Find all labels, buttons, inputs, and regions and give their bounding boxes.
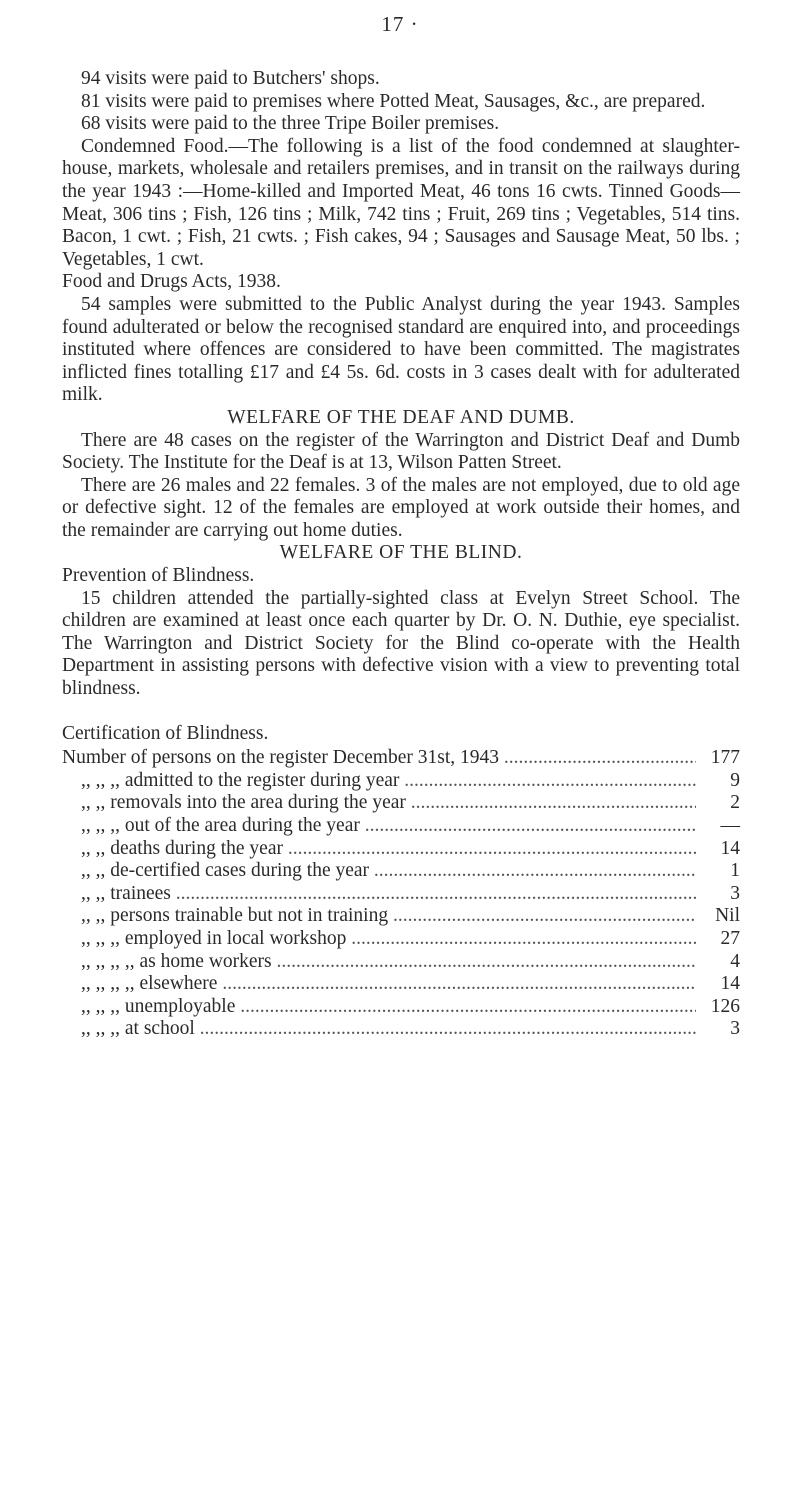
row-value: 3 bbox=[730, 1018, 740, 1040]
table-row bbox=[62, 860, 740, 883]
row-value: — bbox=[720, 815, 740, 836]
row-label: ,, ,, ,, unemployable ..... bbox=[81, 996, 696, 1019]
row-label: ,, ,, deaths during the year ..... bbox=[81, 838, 696, 861]
table-row bbox=[62, 1018, 740, 1041]
row-label: ,, ,, ,, ,, as home workers ..... bbox=[81, 951, 696, 974]
deaf-dumb-heading: WELFARE OF THE DEAF AND DUMB. bbox=[227, 406, 575, 428]
food-drugs-paragraph: 54 samples were submitted to the Public Analyst during the year 1943. Samples found adulterated or below the recognised standard are enquired into, and proceedings instituted where offences are considered to have been committed. The magistrates inflicted fines totalling £17 and £4 5s. 6d. costs in 3 cases dealt with for adulterated milk. bbox=[62, 293, 740, 406]
row-value: 1 bbox=[730, 860, 740, 882]
row-label: ,, ,, ,, out of the area during the year ..... bbox=[81, 815, 696, 838]
table-row bbox=[62, 838, 740, 861]
row-value: 126 bbox=[710, 995, 740, 1017]
table-row bbox=[62, 996, 740, 1019]
row-value: 9 bbox=[730, 769, 740, 791]
table-row bbox=[62, 973, 740, 996]
blind-paragraph: 15 children attended the partially-sighted class at Evelyn Street School. The children are examined at least once each quarter by Dr. O. N. Duthie, eye specialist. The Warrington and District Society for the Blind co-operate with the Health Department in assisting persons with defective vision with a view to preventing total blindness. bbox=[62, 587, 740, 700]
table-row bbox=[62, 747, 740, 770]
row-value: 14 bbox=[720, 837, 740, 859]
table-row bbox=[62, 770, 740, 793]
row-value: 4 bbox=[730, 950, 740, 972]
row-value: 177 bbox=[710, 747, 740, 769]
deaf-paragraph-1: There are 48 cases on the register of the Warrington and District Deaf and Dumb Society. The Institute for the Deaf is at 13, Wilson Patten Street. bbox=[62, 429, 740, 474]
row-value: 27 bbox=[720, 927, 740, 949]
table-row bbox=[62, 883, 740, 906]
page-body bbox=[62, 68, 740, 1041]
page-number: 17 · bbox=[381, 12, 419, 36]
row-label: ,, ,, removals into the area during the year ..... bbox=[81, 792, 696, 815]
table-row bbox=[62, 905, 740, 928]
row-label: ,, ,, persons trainable but not in training ..... bbox=[81, 905, 696, 928]
row-label: ,, ,, ,, admitted to the register during year ..... bbox=[81, 770, 696, 793]
row-value: 3 bbox=[730, 882, 740, 904]
row-label: ,, ,, trainees ..... bbox=[81, 883, 696, 906]
deaf-paragraph-2: There are 26 males and 22 females. 3 of the males are not employed, due to old age or defective sight. 12 of the females are employed at work outside their homes, and the remainder are carrying out home duties. bbox=[62, 474, 740, 541]
potted-meat-visits: 81 visits were paid to premises where Potted Meat, Sausages, &c., are prepared. bbox=[81, 90, 706, 112]
table-row bbox=[62, 951, 740, 974]
table-row bbox=[62, 792, 740, 815]
butchers-visits: 94 visits were paid to Butchers' shops. bbox=[81, 68, 380, 89]
tripe-visits: 68 visits were paid to the three Tripe Boiler premises. bbox=[81, 113, 500, 135]
condemned-food-paragraph: Condemned Food.—The following is a list of the food condemned at slaughter-house, markets, wholesale and retailers premises, and in transit on the railways during the year 1943 :—Home-killed and Imported Meat, 46 tons 16 cwts. Tinned Goods—Meat, 306 tins ; Fish, 126 tins ; Milk, 742 tins ; Fruit, 269 tins ; Vegetables, 514 tins. Bacon, 1 cwt. ; Fish, 21 cwts. ; Fish cakes, 94 ; Sausages and Sausage Meat, 50 lbs. ; Vegetables, 1 cwt. bbox=[62, 135, 740, 270]
row-value: 2 bbox=[730, 792, 740, 814]
table-row bbox=[62, 815, 740, 838]
row-label: ,, ,, ,, employed in local workshop ..... bbox=[81, 928, 696, 951]
row-label: ,, ,, ,, at school ..... bbox=[81, 1018, 696, 1041]
blind-heading: WELFARE OF THE BLIND. bbox=[279, 542, 523, 564]
table-row bbox=[62, 928, 740, 951]
row-value: 14 bbox=[720, 973, 740, 995]
prevention-title: Prevention of Blindness. bbox=[62, 565, 255, 587]
certification-title: Certification of Blindness. bbox=[62, 722, 269, 744]
row-value: Nil bbox=[715, 905, 740, 927]
food-drugs-title: Food and Drugs Acts, 1938. bbox=[62, 271, 281, 293]
row-label: ,, ,, ,, ,, elsewhere ..... bbox=[81, 973, 696, 996]
row-label: Number of persons on the register December 31st, 1943 ..... bbox=[62, 747, 696, 770]
certification-table bbox=[62, 747, 740, 1041]
row-label: ,, ,, de-certified cases during the year ..... bbox=[81, 860, 696, 883]
